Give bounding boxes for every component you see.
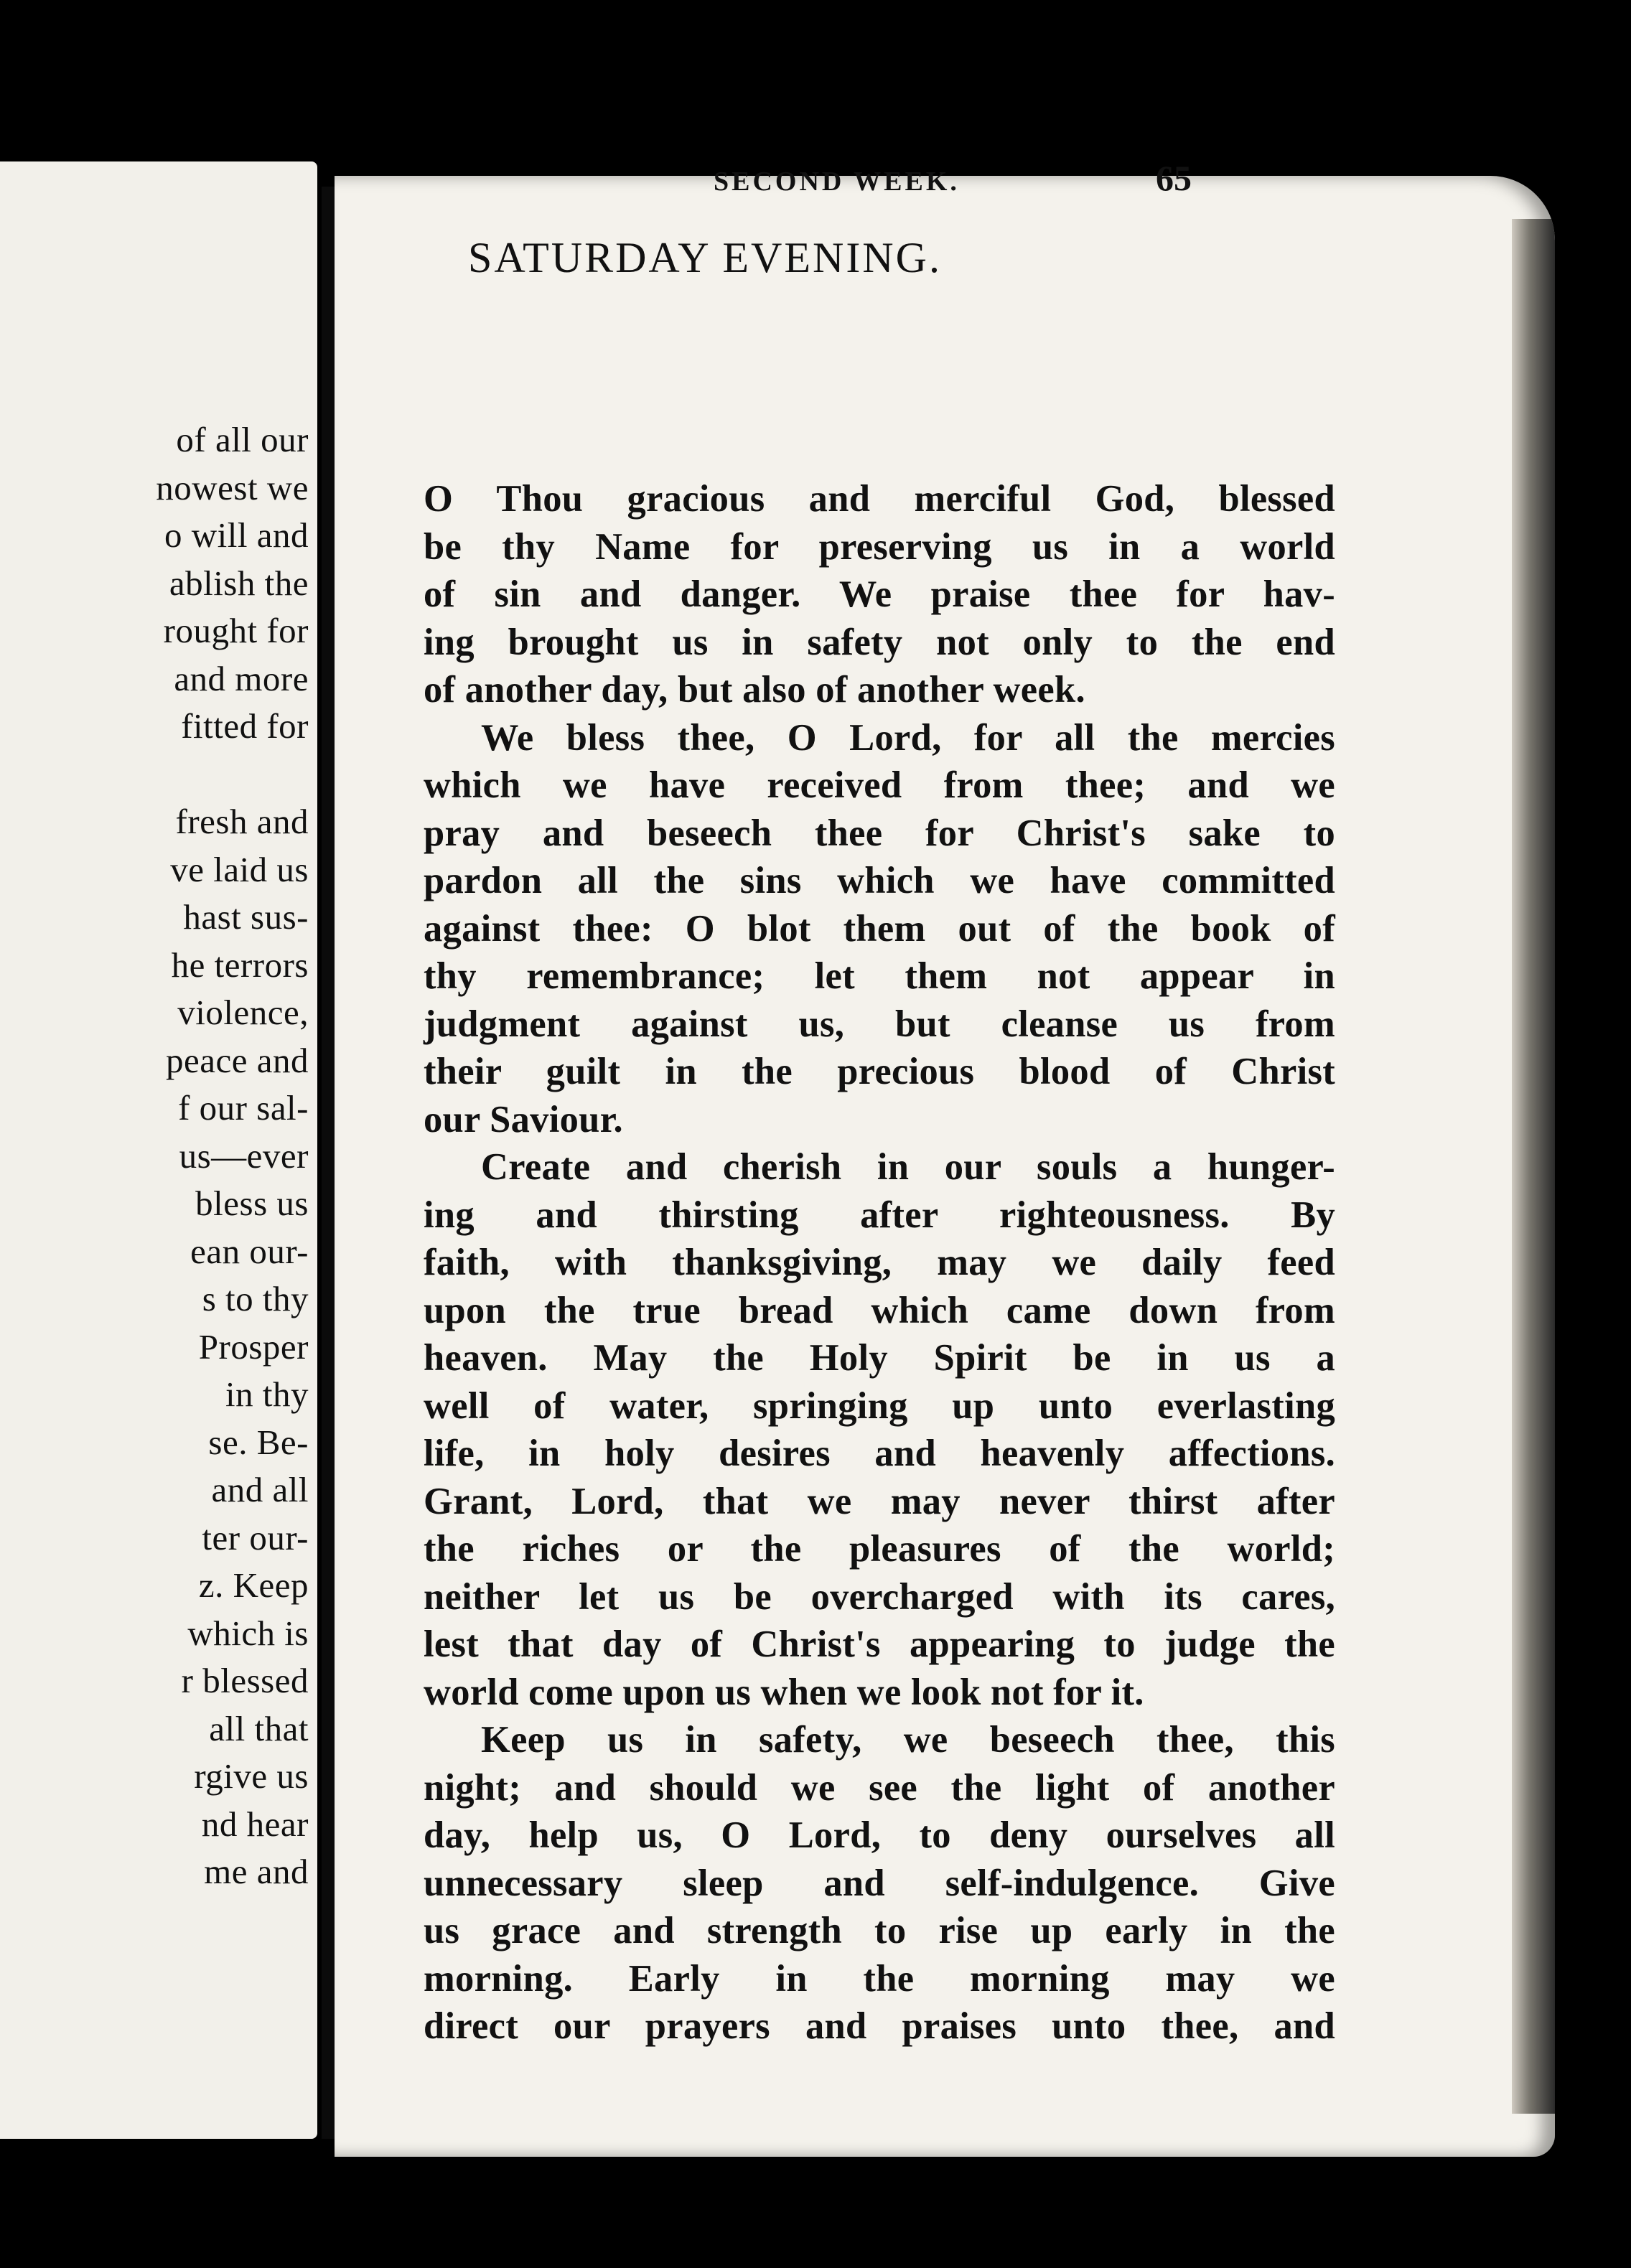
- left-page-line: bless us: [195, 1184, 309, 1223]
- prayer-text: [424, 475, 1335, 2051]
- text-line: ing brought us in safety not only to the end: [424, 621, 1335, 663]
- left-page-line: ve laid us: [170, 849, 309, 889]
- text-line: day, help us, O Lord, to deny ourselves all: [424, 1814, 1335, 1856]
- left-page-line: o will and: [164, 515, 309, 555]
- text-line: Keep us in safety, we beseech thee, this: [481, 1719, 1335, 1761]
- left-page-line: fitted for: [181, 706, 309, 746]
- left-page-line: of all our: [176, 420, 309, 459]
- page-edge: [1512, 219, 1555, 2114]
- text-line: us grace and strength to rise up early in the: [424, 1910, 1335, 1951]
- left-page-line: rought for: [163, 611, 309, 650]
- left-page-line: ean our-: [190, 1231, 309, 1271]
- text-line: judgment against us, but cleanse us from: [424, 1003, 1335, 1045]
- text-line: their guilt in the precious blood of Christ: [424, 1051, 1335, 1092]
- text-line: We bless thee, O Lord, for all the mercies: [481, 716, 1335, 759]
- left-page-line: all that: [209, 1708, 309, 1748]
- text-line: heaven. May the Holy Spirit be in us a: [424, 1337, 1335, 1379]
- left-page-line: nowest we: [156, 467, 309, 507]
- text-line: night; and should we see the light of another: [424, 1766, 1335, 1809]
- left-page-line: f our sal-: [178, 1088, 309, 1128]
- text-line: the riches or the pleasures of the world;: [424, 1528, 1335, 1570]
- text-line: Create and cherish in our souls a hunger-: [481, 1146, 1335, 1188]
- left-page-line: violence,: [177, 993, 309, 1032]
- text-line: well of water, springing up unto everlasting: [424, 1384, 1335, 1427]
- left-page-line: peace and: [166, 1040, 309, 1080]
- text-line: faith, with thanksgiving, may we daily feed: [424, 1242, 1335, 1283]
- text-line: ing and thirsting after righteousness. By: [424, 1194, 1335, 1236]
- left-page-line: rgive us: [194, 1756, 309, 1796]
- text-line: of sin and danger. We praise thee for hav-: [424, 573, 1335, 615]
- section-title: SATURDAY EVENING.: [468, 234, 942, 281]
- left-page-text: [0, 416, 309, 1896]
- text-line: life, in holy desires and heavenly affections.: [424, 1433, 1335, 1474]
- text-line: of another day, but also of another week.: [424, 669, 1085, 711]
- left-page-line: and more: [174, 658, 309, 698]
- text-line: direct our prayers and praises unto thee, and: [424, 2005, 1335, 2047]
- text-line: against thee: O blot them out of the book of: [424, 907, 1335, 950]
- left-page-line: me and: [204, 1852, 309, 1891]
- left-page-line: which is: [187, 1613, 309, 1653]
- left-page-line: us—ever: [179, 1135, 309, 1176]
- text-line: unnecessary sleep and self-indulgence. Give: [424, 1862, 1335, 1904]
- left-page: [0, 161, 317, 2139]
- left-page-line: nd hear: [201, 1804, 309, 1844]
- text-line: pray and beseech thee for Christ's sake to: [424, 812, 1335, 854]
- left-page-line: in thy: [225, 1374, 309, 1414]
- text-line: world come upon us when we look not for it.: [424, 1671, 1144, 1713]
- text-line: neither let us be overcharged with its cares,: [424, 1575, 1335, 1618]
- left-page-line: r blessed: [181, 1661, 309, 1700]
- left-page-line: z. Keep: [198, 1565, 309, 1605]
- running-title: SECOND WEEK.: [714, 167, 960, 197]
- text-line: lest that day of Christ's appearing to judge the: [424, 1623, 1335, 1665]
- left-page-line: s to thy: [202, 1279, 309, 1318]
- left-page-line: ablish the: [169, 563, 309, 603]
- text-line: Grant, Lord, that we may never thirst after: [424, 1480, 1335, 1522]
- text-line: thy remembrance; let them not appear in: [424, 955, 1335, 997]
- left-page-line: he terrors: [171, 945, 309, 985]
- running-head: [382, 153, 1315, 210]
- text-line: be thy Name for preserving us in a world: [424, 525, 1335, 568]
- text-line: O Thou gracious and merciful God, blessed: [424, 478, 1335, 520]
- text-line: upon the true bread which came down from: [424, 1289, 1335, 1331]
- text-line: pardon all the sins which we have committed: [424, 860, 1335, 901]
- left-page-line: ter our-: [202, 1517, 309, 1557]
- text-line: which we have received from thee; and we: [424, 764, 1335, 806]
- left-page-line: [0, 751, 309, 799]
- left-page-line: se. Be-: [208, 1422, 309, 1462]
- text-line: our Saviour.: [424, 1098, 623, 1140]
- page-number: 65: [1156, 158, 1192, 198]
- left-page-line: hast sus-: [183, 897, 309, 937]
- left-page-line: fresh and: [175, 802, 309, 841]
- left-page-line: and all: [211, 1470, 309, 1509]
- book-gutter: [322, 187, 335, 2139]
- text-line: morning. Early in the morning may we: [424, 1957, 1335, 2000]
- left-page-line: Prosper: [198, 1326, 309, 1367]
